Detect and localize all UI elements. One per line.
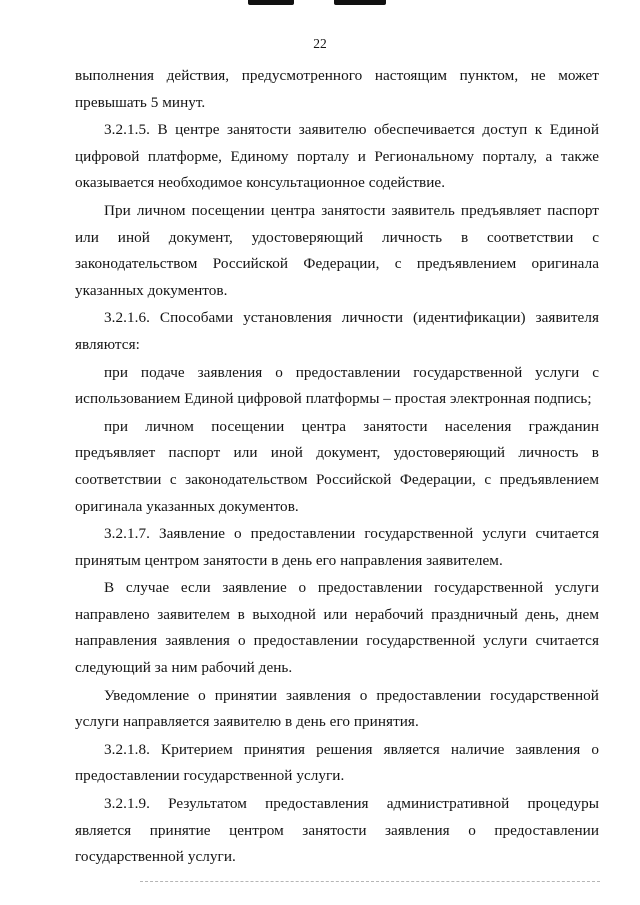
paragraph-continuation: выполнения действия, предусмотренного настоящим пунктом, не может превышать 5 минут. (75, 67, 599, 111)
paragraph-personal-visit-citizen: при личном посещении центра занятости населения гражданин предъявляет паспорт или иной документ, удостоверяющий личность в соответствии с законодательством Российской Федерации, с предъявлением оригинала указанных документов. (75, 417, 599, 515)
paragraph-3-2-1-9: 3.2.1.9. Результатом предоставления административной процедуры является принятие центром занятости заявления о предоставлении государственной услуги. (75, 795, 599, 866)
paragraph-3-2-1-8: 3.2.1.8. Критерием принятия решения является наличие заявления о предоставлении государственной услуги. (75, 740, 599, 785)
document-body (75, 63, 599, 872)
paragraph-electronic-signature: при подаче заявления о предоставлении государственной услуги с использованием Единой цифровой платформы – простая электронная подпись; (75, 363, 599, 408)
paragraph-3-2-1-5: 3.2.1.5. В центре занятости заявителю обеспечивается доступ к Единой цифровой платформе, Единому порталу и Региональному порталу, а также оказывается необходимое консультационное содействие. (75, 121, 599, 192)
paragraph-personal-visit-passport: При личном посещении центра занятости заявитель предъявляет паспорт или иной документ, удостоверяющий личность в соответствии с законодательством Российской Федерации, с предъявлением оригинала указанных документов. (75, 201, 599, 299)
paragraph-3-2-1-7: 3.2.1.7. Заявление о предоставлении государственной услуги считается принятым центром занятости в день его направления заявителем. (75, 525, 599, 569)
page-bottom-divider (140, 881, 600, 882)
paragraph-acceptance-notice: Уведомление о принятии заявления о предоставлении государственной услуги направляется заявителю в день его принятия. (75, 686, 599, 731)
page-number: 22 (313, 36, 327, 51)
scan-artifact-right (334, 0, 386, 5)
scan-artifact-left (248, 0, 294, 5)
paragraph-holiday-submission: В случае если заявление о предоставлении государственной услуги направлено заявителем в выходной или нерабочий праздничный день, днем направления заявления о предоставлении государственной услуги считается следующий за ним рабочий день. (75, 579, 599, 677)
paragraph-3-2-1-6: 3.2.1.6. Способами установления личности (идентификации) заявителя являются: (75, 309, 599, 353)
